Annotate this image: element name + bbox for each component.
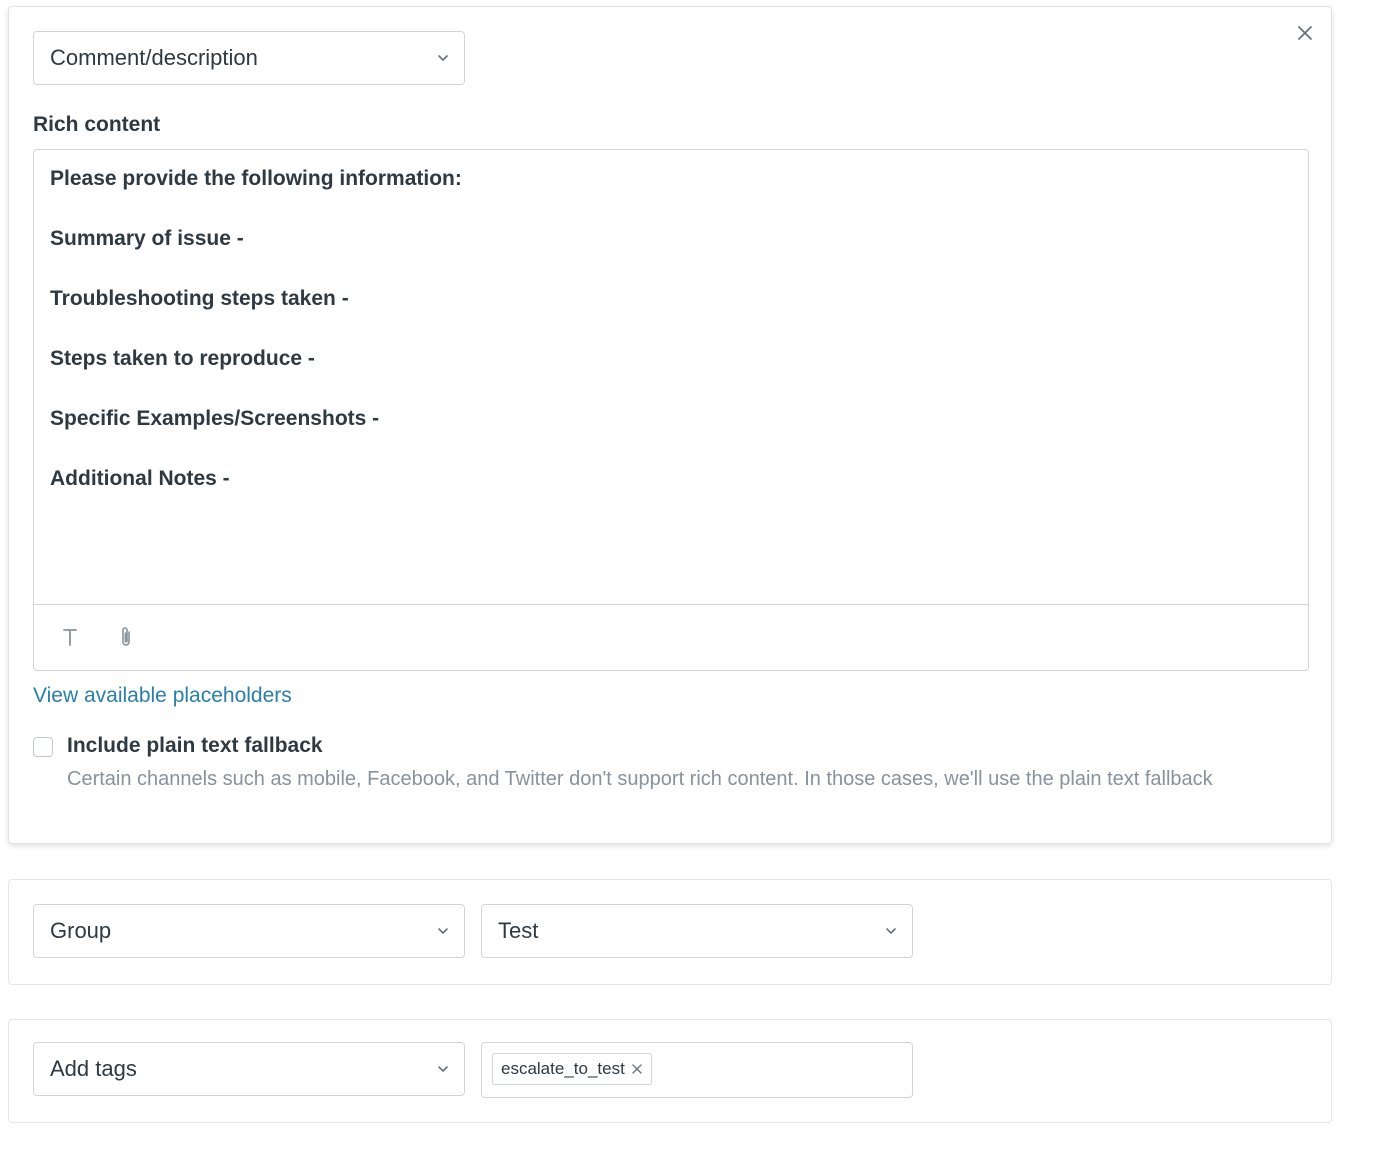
editor-content[interactable] [50,168,1292,528]
editor-line: Troubleshooting steps taken - [50,287,349,310]
editor-line: Summary of issue - [50,227,244,250]
tags-input[interactable] [481,1042,913,1098]
chevron-down-icon [884,924,898,938]
text-format-icon[interactable] [56,623,84,651]
chevron-down-icon [436,51,450,65]
action-select[interactable] [33,31,465,85]
tag-label: escalate_to_test [501,1059,625,1078]
action-card-comment [8,6,1332,844]
plain-text-fallback-checkbox[interactable] [33,737,53,757]
remove-tag-icon[interactable] [631,1063,643,1075]
tag-chip [492,1053,652,1085]
paperclip-icon[interactable] [112,623,140,651]
action-select-value: Comment/description [50,45,258,70]
editor-line: Specific Examples/Screenshots - [50,407,380,430]
editor-line: Steps taken to reproduce - [50,347,315,370]
group-field-select[interactable] [33,904,465,958]
group-value-select[interactable] [481,904,913,958]
editor-line: Please provide the following information: [50,167,462,190]
tags-field-value: Add tags [50,1056,137,1081]
action-card-tags [8,1019,1332,1123]
editor-line: Additional Notes - [50,467,230,490]
rich-content-label: Rich content [33,113,161,136]
group-field-value: Group [50,918,112,943]
plain-text-fallback-label[interactable]: Include plain text fallback [67,734,323,757]
chevron-down-icon [436,1062,450,1076]
group-value: Test [498,918,539,943]
tags-field-select[interactable] [33,1042,465,1096]
view-placeholders-link[interactable]: View available placeholders [33,684,292,707]
rich-content-editor[interactable] [33,149,1309,671]
chevron-down-icon [436,924,450,938]
editor-toolbar [34,604,1308,670]
close-icon[interactable] [1295,23,1315,43]
plain-text-fallback-hint: Certain channels such as mobile, Facebook, and Twitter don't support rich content. In those cases, we'll use the plain text fallback [67,768,1213,790]
action-card-group [8,879,1332,985]
